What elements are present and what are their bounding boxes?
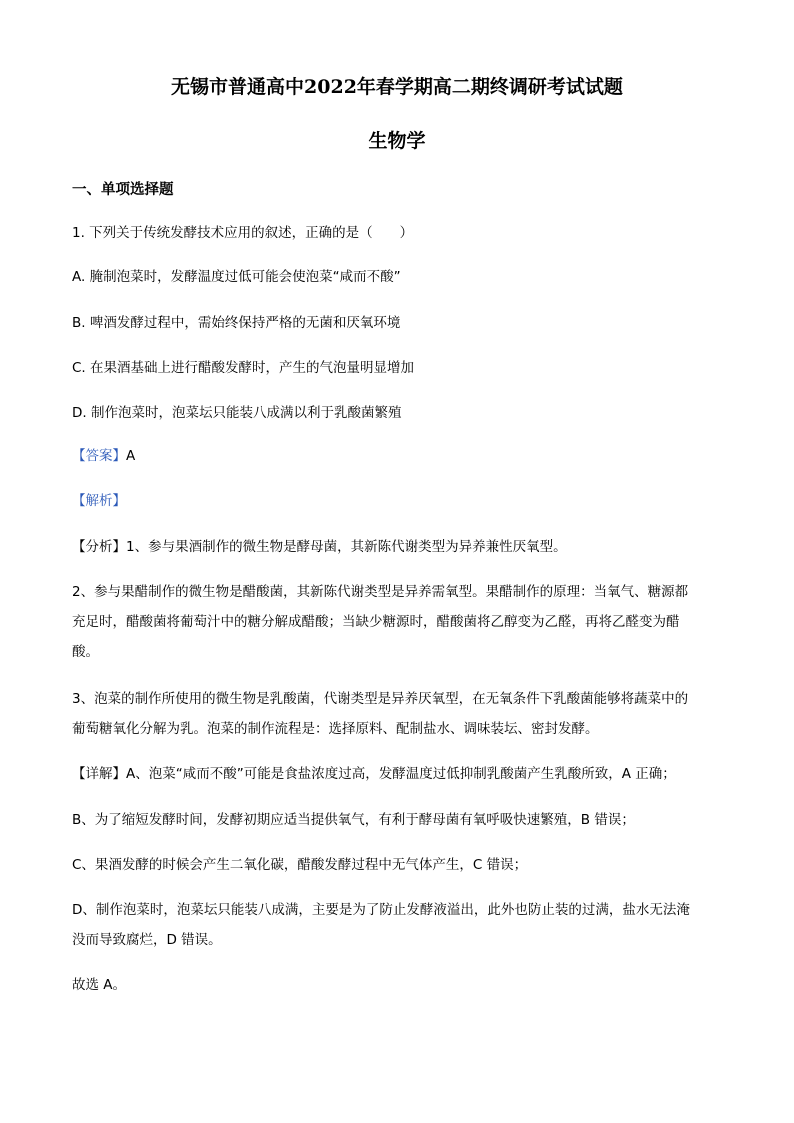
- conclusion: 故选 A。: [72, 977, 127, 993]
- document-title: 无锡市普通高中2022年春学期高二期终调研考试试题: [171, 76, 623, 98]
- subject-title: 生物学: [368, 130, 426, 152]
- option-c: C. 在果酒基础上进行醋酸发酵时，产生的气泡量明显增加: [72, 360, 415, 376]
- answer-line: [72, 444, 135, 464]
- detail-line-b: B、为了缩短发酵时间，发酵初期应适当提供氧气，有利于酵母菌有氧呼吸快速繁殖，B 错误；: [72, 812, 635, 828]
- analysis-p3-line-2: 葡萄糖氧化分解为乳。泡菜的制作流程是：选择原料、配制盐水、调味装坛、密封发酵。: [72, 721, 599, 737]
- section-heading: 一、单项选择题: [72, 182, 174, 198]
- analysis-p2-line-2: 充足时，醋酸菌将葡萄汁中的糖分解成醋酸；当缺少糖源时，醋酸菌将乙醇变为乙醛，再将乙醛变为醋: [72, 614, 680, 630]
- analysis-p2-line-1: 2、参与果醋制作的微生物是醋酸菌，其新陈代谢类型是异养需氧型。果醋制作的原理：当氧气、糖源都: [72, 584, 689, 600]
- detail-a: A、泡菜“咸而不酸”可能是食盐浓度过高，发酵温度过低抑制乳酸菌产生乳酸所致，A 正确；: [126, 766, 676, 782]
- option-d: D. 制作泡菜时，泡菜坛只能装八成满以利于乳酸菌繁殖: [72, 405, 402, 421]
- option-b: B. 啤酒发酵过程中，需始终保持严格的无菌和厌氧环境: [72, 315, 401, 331]
- detail-line-a: [72, 762, 676, 782]
- answer-label: 【答案】: [72, 448, 126, 464]
- analysis-p2-line-3: 酸。: [72, 644, 99, 660]
- detail-line-d1: D、制作泡菜时，泡菜坛只能装八成满，主要是为了防止发酵液溢出，此外也防止装的过满，盐水无法淹: [72, 902, 690, 918]
- question-stem: 1. 下列关于传统发酵技术应用的叙述，正确的是（ ）: [72, 225, 414, 241]
- detail-label: 【详解】: [72, 766, 126, 782]
- detail-line-c: C、果酒发酵的时候会产生二氧化碳，醋酸发酵过程中无气体产生，C 错误；: [72, 857, 528, 873]
- answer-value: A: [126, 448, 136, 464]
- analysis-p3-line-1: 3、泡菜的制作所使用的微生物是乳酸菌，代谢类型是异养厌氧型，在无氧条件下乳酸菌能够将蔬菜中的: [72, 691, 689, 707]
- option-a: A. 腌制泡菜时，发酵温度过低可能会使泡菜“咸而不酸”: [72, 269, 401, 285]
- detail-line-d2: 没而导致腐烂，D 错误。: [72, 932, 222, 948]
- explanation-label: 【解析】: [72, 493, 126, 509]
- analysis-line-1: [72, 535, 567, 555]
- analysis-label: 【分析】: [72, 539, 126, 555]
- analysis-p1: 1、参与果酒制作的微生物是酵母菌，其新陈代谢类型为异养兼性厌氧型。: [126, 539, 567, 555]
